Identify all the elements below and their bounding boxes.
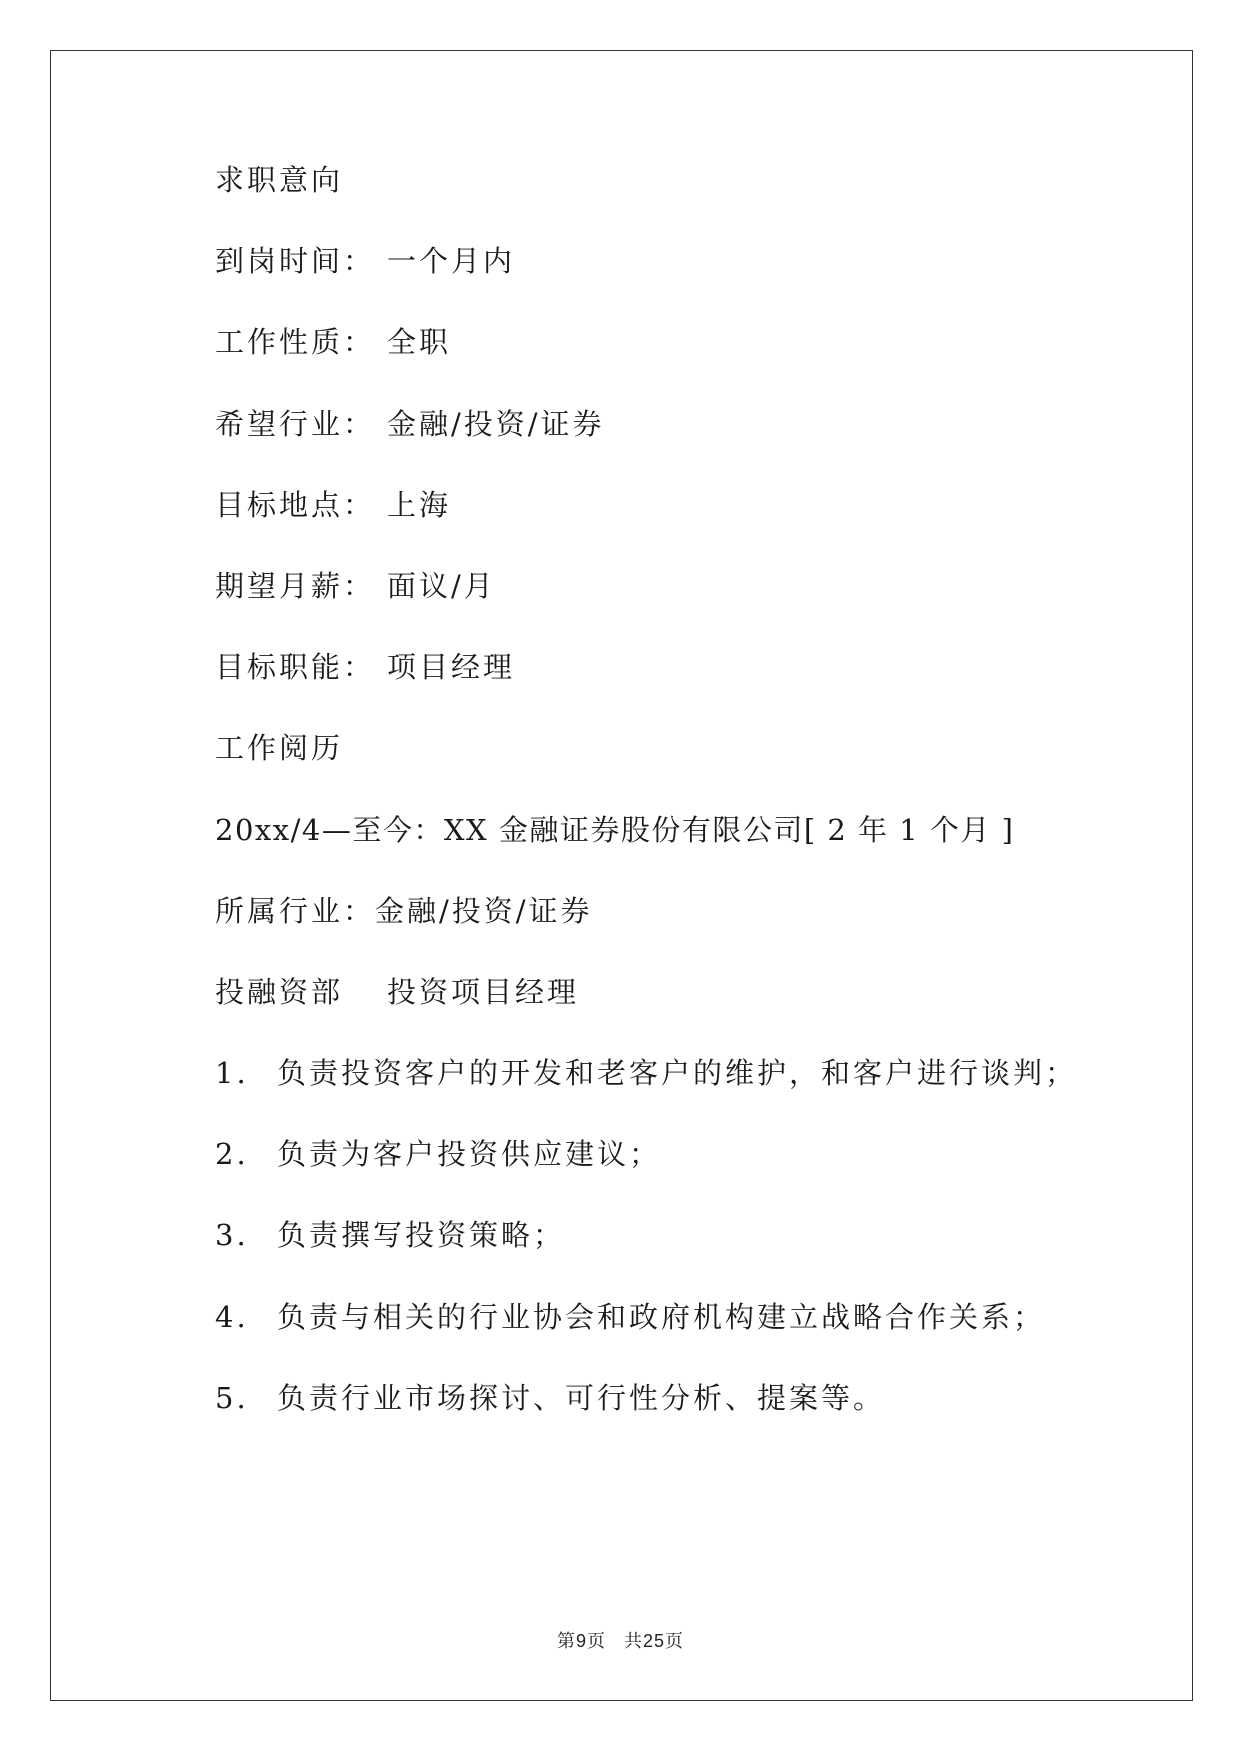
field-salary [215,566,1115,647]
field-label: 到岗时间： [215,244,376,279]
footer-prefix: 第 [556,1631,576,1652]
duty-number: 4. [215,1299,249,1334]
position: 投资项目经理 [387,974,580,1009]
job-industry: 所属行业：金融/投资/证券 [215,893,593,928]
field-label: 目标地点： [215,487,376,522]
footer-page-number: 9 [575,1631,587,1651]
field-value: 上海 [387,487,452,522]
duty-text: 负责投资客户的开发和老客户的维护，和客户进行谈判； [277,1056,1078,1091]
field-label: 期望月薪： [215,568,376,603]
duty-item [215,1297,1115,1378]
duty-number: 5. [215,1380,249,1415]
duty-text: 负责撰写投资策略； [277,1218,566,1253]
duty-number: 2. [215,1137,249,1172]
section-heading-experience: 工作阅历 [215,731,344,766]
footer-page-suffix: 页 [586,1631,606,1652]
department: 投融资部 [215,974,344,1009]
duty-item [215,1378,1115,1459]
field-job-type [215,322,1115,403]
duty-item [215,1134,1115,1215]
field-industry [215,404,1115,485]
duty-number: 3. [215,1218,249,1253]
field-value: 金融/投资/证券 [387,406,605,441]
duty-text: 负责行业市场探讨、可行性分析、提案等。 [277,1380,886,1415]
field-location [215,485,1115,566]
duty-text: 负责与相关的行业协会和政府机构建立战略合作关系； [277,1299,1046,1334]
page-footer [0,1627,1241,1653]
footer-total-pages: 25 [642,1631,666,1651]
job-department-position [215,972,1115,1053]
field-label: 工作性质： [215,325,376,360]
duty-number: 1. [215,1056,249,1091]
duty-item [215,1053,1115,1134]
section-heading-intent: 求职意向 [215,163,344,197]
field-value: 项目经理 [387,650,516,685]
field-arrival-time [215,241,1115,322]
footer-total-prefix: 共 [623,1631,643,1652]
field-value: 一个月内 [387,244,516,279]
job-period: 20xx/4—至今：XX 金融证券股份有限公司[ 2 年 1 个月 ] [215,812,1015,847]
field-function [215,647,1115,728]
field-label: 目标职能： [215,650,376,685]
field-value: 全职 [387,325,452,360]
footer-total-suffix: 页 [665,1631,685,1652]
duty-item [215,1215,1115,1296]
duty-text: 负责为客户投资供应建议； [277,1137,662,1172]
field-label: 希望行业： [215,406,376,441]
document-body [215,160,1115,1459]
field-value: 面议/月 [387,568,496,603]
